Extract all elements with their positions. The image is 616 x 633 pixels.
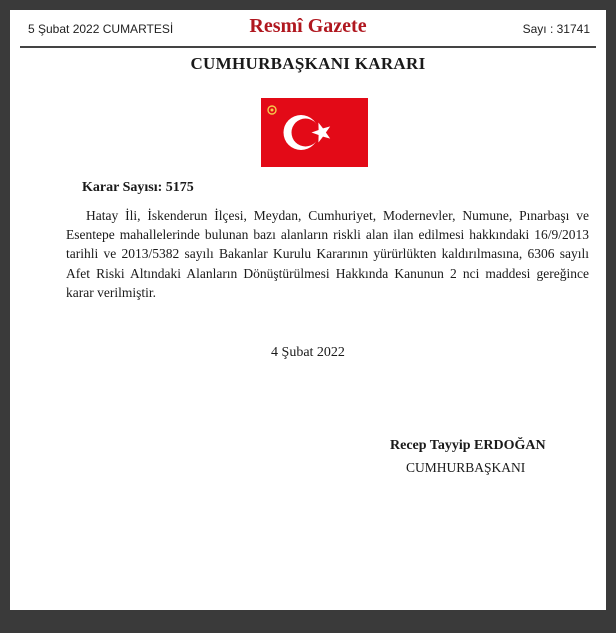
signer-title: CUMHURBAŞKANI	[406, 460, 526, 475]
header-date: 5 Şubat 2022 CUMARTESİ	[28, 22, 174, 36]
signer-name: Recep Tayyip ERDOĞAN	[390, 438, 546, 453]
gazette-header	[10, 10, 606, 44]
document-title: CUMHURBAŞKANI KARARI	[190, 54, 426, 73]
issue-number: Sayı : 31741	[522, 22, 590, 36]
decision-number: Karar Sayısı: 5175	[82, 180, 194, 195]
decision-body	[66, 206, 589, 302]
header-divider	[20, 46, 596, 48]
decision-paragraph: Hatay İli, İskenderun İlçesi, Meydan, Cumhuriyet, Modernevler, Numune, Pınarbaşı ve Esentepe mahallelerinde bulunan bazı alanların riskli alan ilan edilmesi hakkındaki 16/9/2013 tarihli ve 2013/5382 sayılı Bakanlar Kurulu Kararının yürürlükten kaldırılmasına, 6306 sayılı Afet Riski Altındaki Alanların Dönüştürülmesi Hakkında Kanunun 2 nci maddesi gereğince karar verilmiştir.	[66, 208, 589, 300]
signing-date: 4 Şubat 2022	[271, 345, 345, 360]
gazette-page	[10, 10, 606, 610]
gazette-name: Resmî Gazete	[249, 15, 367, 37]
turkish-flag-icon	[261, 98, 368, 167]
